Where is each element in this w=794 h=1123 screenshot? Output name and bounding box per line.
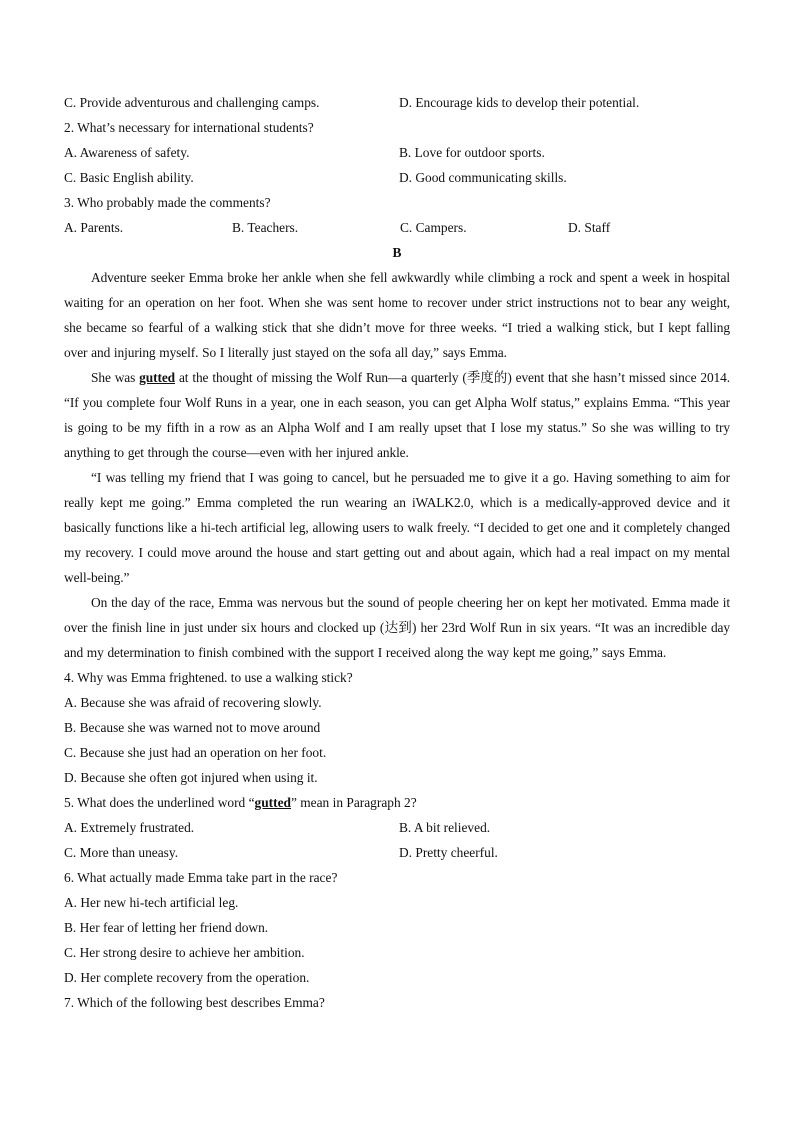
q2-option-d: D. Good communicating skills. — [399, 170, 567, 185]
q5-option-d: D. Pretty cheerful. — [399, 845, 498, 860]
q3-option-b: B. Teachers. — [232, 220, 299, 235]
q3-stem: 3. Who probably made the comments? — [64, 195, 271, 210]
q3-options-row — [64, 215, 730, 240]
passage-paragraph-4: On the day of the race, Emma was nervous but the sound of people cheering her on kept her motivated. Emma made it over the finish line in just under six hours and clocked up (达到) her 23rd Wolf Run in six years. “It was an incredible day and my determination to finish combined with the support I received along the way kept me going,” says Emma. — [64, 595, 730, 660]
q4-option-d: D. Because she often got injured when using it. — [64, 770, 318, 785]
q1-options-row-cd — [64, 90, 730, 115]
q5-option-b: B. A bit relieved. — [399, 820, 491, 835]
q6-option-d: D. Her complete recovery from the operation. — [64, 970, 310, 985]
q5-options-row-cd — [64, 840, 730, 865]
passage-paragraph-3: “I was telling my friend that I was going to cancel, but he persuaded me to give it a go. Having something to aim for really kept me going.” Emma completed the run wearing an iWALK2.0, which is a medically-approved device and it basically functions like a hi-tech artificial leg, allowing users to walk freely. “I decided to get one and it completely changed my recovery. I could move around the house and start getting out and about again, which had a real impact on my mental well-being.” — [64, 470, 730, 585]
q2-options-row-ab — [64, 140, 730, 165]
q2-options-row-cd — [64, 165, 730, 190]
page-content — [64, 90, 730, 1015]
q5-underlined-word: gutted — [254, 795, 291, 810]
q4-stem: 4. Why was Emma frightened. to use a walking stick? — [64, 670, 353, 685]
q2-option-a: A. Awareness of safety. — [64, 145, 190, 160]
q5-option-a: A. Extremely frustrated. — [64, 820, 195, 835]
q2-stem: 2. What’s necessary for international students? — [64, 120, 314, 135]
q3-option-c: C. Campers. — [400, 220, 467, 235]
q5-stem-end: ” mean in Paragraph 2? — [290, 795, 417, 810]
q4-option-b: B. Because she was warned not to move around — [64, 720, 321, 735]
q4-option-c: C. Because she just had an operation on her foot. — [64, 745, 327, 760]
q6-option-c: C. Her strong desire to achieve her ambition. — [64, 945, 305, 960]
q3-option-d: D. Staff — [568, 220, 611, 235]
underlined-word: gutted — [139, 370, 176, 385]
q6-option-b: B. Her fear of letting her friend down. — [64, 920, 269, 935]
q2-option-b: B. Love for outdoor sports. — [399, 145, 545, 160]
q6-option-a: A. Her new hi-tech artificial leg. — [64, 895, 239, 910]
q5-options-row-ab — [64, 815, 730, 840]
q1-option-c: C. Provide adventurous and challenging camps. — [64, 95, 320, 110]
passage-paragraph-2 — [64, 365, 730, 465]
q1-option-d: D. Encourage kids to develop their potential. — [399, 95, 640, 110]
passage-paragraph-1: Adventure seeker Emma broke her ankle when she fell awkwardly while climbing a rock and spent a week in hospital waiting for an operation on her foot. When she was sent home to recover under strict instructions not to bear any weight, she became so fearful of a walking stick that she didn’t move for three weeks. “I tried a walking stick, but I kept falling over and injuring myself. So I literally just stayed on the sofa all day,” says Emma. — [64, 270, 730, 360]
paragraph-2-rest: at the thought of missing the Wolf Run—a quarterly (季度的) event that she hasn’t missed since 2014. “If you complete four Wolf Runs in a year, one in each season, you can get Alpha Wolf status,” explains Emma. “This year is going to be my fifth in a row as an Alpha Wolf and I am really upset that I lose my status.” So she was willing to try anything to get through the course—even with her injured ankle. — [64, 370, 730, 460]
q6-stem: 6. What actually made Emma take part in the race? — [64, 870, 338, 885]
q5-stem — [64, 790, 730, 815]
q5-stem-start: 5. What does the underlined word “ — [64, 795, 255, 810]
paragraph-2-start: She was — [91, 370, 140, 385]
q7-stem: 7. Which of the following best describes Emma? — [64, 995, 325, 1010]
q5-option-c: C. More than uneasy. — [64, 845, 179, 860]
q3-option-a: A. Parents. — [64, 220, 124, 235]
section-heading: B — [392, 245, 402, 260]
q4-option-a: A. Because she was afraid of recovering slowly. — [64, 695, 322, 710]
q2-option-c: C. Basic English ability. — [64, 170, 194, 185]
